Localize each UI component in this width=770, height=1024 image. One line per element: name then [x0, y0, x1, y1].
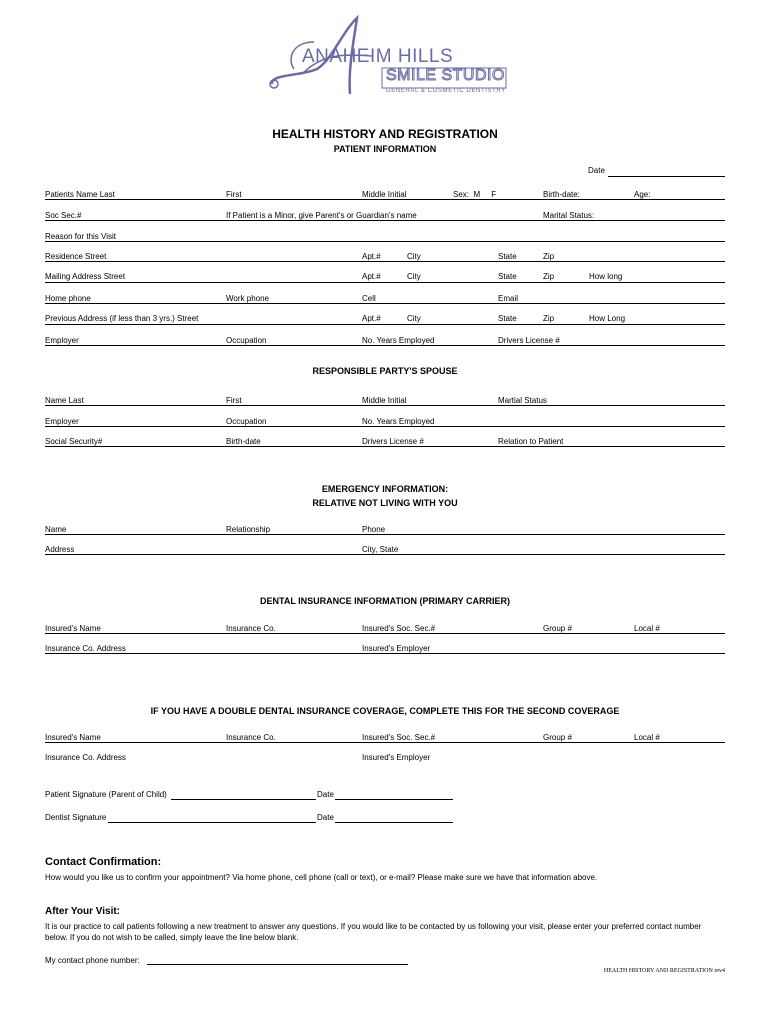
input-line-row-7[interactable] [45, 324, 725, 325]
field-mailing-apt: Apt.# [362, 272, 381, 281]
form-title: HEALTH HISTORY AND REGISTRATION [272, 127, 498, 141]
input-line-row-1[interactable] [45, 199, 725, 200]
patient-signature-date-field[interactable] [335, 799, 453, 800]
patient-signature-label: Patient Signature (Parent of Child) [45, 790, 167, 799]
field-insured-name: Insured's Name [45, 624, 101, 633]
patient-signature-date-label: Date [317, 790, 334, 799]
field-previous-state: State [498, 314, 517, 323]
after-visit-text: It is our practice to call patients following a new treatment to answer any questions. If you would like to be contacted by us following your visit, please enter your preferred contact number below. If you do not wish to be called, simply leave the line below blank. [45, 922, 702, 942]
input-line-emergency-1[interactable] [45, 534, 725, 535]
field-mailing-how-long: How long [589, 272, 623, 281]
field-previous-how-long: How Long [589, 314, 626, 323]
insurance-heading: DENTAL INSURANCE INFORMATION (PRIMARY CARRIER) [260, 596, 510, 606]
emergency-subheading: RELATIVE NOT LIVING WITH YOU [312, 498, 458, 508]
input-line-secondary-1[interactable] [45, 742, 725, 743]
field-emergency-name: Name [45, 525, 67, 534]
input-line-insurance-2[interactable] [45, 653, 725, 654]
form-subtitle: PATIENT INFORMATION [333, 144, 437, 154]
date-field[interactable] [608, 176, 725, 177]
field-spouse-marital-status: Martial Status [498, 396, 547, 405]
field-spouse-first-name: First [226, 396, 242, 405]
contact-confirmation-title: Contact Confirmation: [45, 856, 162, 868]
field-secondary-insured-ssn: Insured's Soc. Sec.# [362, 733, 436, 742]
input-line-row-4[interactable] [45, 261, 725, 262]
field-occupation: Occupation [226, 336, 267, 345]
field-residence-street: Residence Street [45, 252, 107, 261]
field-spouse-ssn: Social Security# [45, 437, 103, 446]
input-line-spouse-1[interactable] [45, 405, 725, 406]
field-marital-status: Marital Status: [543, 211, 595, 220]
logo-line1: ANAHEIM HILLS [302, 46, 454, 67]
field-secondary-local-number: Local # [634, 733, 660, 742]
field-patient-middle-initial: Middle Initial [362, 190, 407, 199]
field-patient-birthdate: Birth-date: [543, 190, 580, 199]
field-email: Email [498, 294, 519, 303]
field-patient-sex: Sex: M F [453, 190, 497, 199]
dentist-signature-date-label: Date [317, 813, 334, 822]
field-secondary-insured-employer: Insured's Employer [362, 753, 431, 762]
logo-line3: GENERAL & COSMETIC DENTISTRY [386, 88, 506, 94]
field-home-phone: Home phone [45, 294, 91, 303]
field-previous-street: Previous Address (if less than 3 yrs.) Street [45, 314, 199, 323]
field-secondary-insurance-co: Insurance Co. [226, 733, 276, 742]
input-line-spouse-2[interactable] [45, 426, 725, 427]
field-mailing-street: Mailing Address Street [45, 272, 126, 281]
contact-confirmation-text: How would you like us to confirm your appointment? Via home phone, cell phone (call or text), or e-mail? Please make sure we have that information above. [45, 873, 598, 882]
field-spouse-occupation: Occupation [226, 417, 267, 426]
input-line-row-3[interactable] [45, 241, 725, 242]
field-insurance-address: Insurance Co. Address [45, 644, 126, 653]
field-spouse-relation: Relation to Patient [498, 437, 564, 446]
field-residence-city: City [407, 252, 421, 261]
field-local-number: Local # [634, 624, 660, 633]
date-label: Date [588, 166, 605, 175]
field-guardian-name: If Patient is a Minor, give Parent's or Guardian's name [226, 211, 417, 220]
dentist-signature-field[interactable] [108, 822, 316, 823]
field-mailing-city: City [407, 272, 421, 281]
field-residence-state: State [498, 252, 517, 261]
field-secondary-group-number: Group # [543, 733, 572, 742]
field-emergency-city-state: City, State [362, 545, 399, 554]
field-spouse-last-name: Name Last [45, 396, 84, 405]
field-emergency-phone: Phone [362, 525, 386, 534]
field-previous-zip: Zip [543, 314, 555, 323]
input-line-emergency-2[interactable] [45, 554, 725, 555]
field-emergency-address: Address [45, 545, 75, 554]
dentist-signature-label: Dentist Signature [45, 813, 107, 822]
field-spouse-birthdate: Birth-date [226, 437, 261, 446]
field-spouse-middle-initial: Middle Initial [362, 396, 407, 405]
footer-revision: HEALTH HISTORY AND REGISTRATION rev4 [603, 968, 725, 974]
input-line-row-5[interactable] [45, 282, 725, 283]
field-patient-last-name: Patients Name Last [45, 190, 115, 199]
field-emergency-relationship: Relationship [226, 525, 271, 534]
field-previous-apt: Apt.# [362, 314, 381, 323]
logo [262, 14, 512, 98]
field-insured-employer: Insured's Employer [362, 644, 431, 653]
field-residence-apt: Apt.# [362, 252, 381, 261]
field-soc-sec: Soc Sec.# [45, 211, 82, 220]
patient-signature-field[interactable] [171, 799, 316, 800]
field-cell: Cell [362, 294, 376, 303]
input-line-insurance-1[interactable] [45, 633, 725, 634]
input-line-row-6[interactable] [45, 303, 725, 304]
dentist-signature-date-field[interactable] [335, 822, 453, 823]
field-drivers-license: Drivers License # [498, 336, 560, 345]
emergency-heading: EMERGENCY INFORMATION: [321, 484, 449, 494]
field-spouse-employer: Employer [45, 417, 79, 426]
field-residence-zip: Zip [543, 252, 555, 261]
input-line-row-8[interactable] [45, 345, 725, 346]
contact-phone-field[interactable] [147, 964, 408, 965]
field-reason-for-visit: Reason for this Visit [45, 232, 116, 241]
field-employer: Employer [45, 336, 79, 345]
field-insurance-co: Insurance Co. [226, 624, 276, 633]
field-years-employed: No. Years Employed [362, 336, 435, 345]
after-visit-title: After Your Visit: [45, 906, 121, 917]
field-patient-age: Age: [634, 190, 651, 199]
field-previous-city: City [407, 314, 421, 323]
field-spouse-drivers-license: Drivers License # [362, 437, 424, 446]
field-spouse-years-employed: No. Years Employed [362, 417, 435, 426]
field-secondary-insurance-address: Insurance Co. Address [45, 753, 126, 762]
field-mailing-state: State [498, 272, 517, 281]
secondary-insurance-heading: IF YOU HAVE A DOUBLE DENTAL INSURANCE COVERAGE, COMPLETE THIS FOR THE SECOND COVERAGE [150, 706, 620, 716]
field-work-phone: Work phone [226, 294, 269, 303]
field-secondary-insured-name: Insured's Name [45, 733, 101, 742]
field-patient-first-name: First [226, 190, 242, 199]
field-insured-ssn: Insured's Soc. Sec.# [362, 624, 436, 633]
logo-line2: SMILE STUDIO [386, 67, 505, 84]
input-line-spouse-3[interactable] [45, 446, 725, 447]
field-group-number: Group # [543, 624, 572, 633]
input-line-row-2[interactable] [45, 220, 725, 221]
contact-phone-label: My contact phone number: [45, 956, 140, 965]
field-mailing-zip: Zip [543, 272, 555, 281]
spouse-heading: RESPONSIBLE PARTY'S SPOUSE [312, 366, 458, 376]
